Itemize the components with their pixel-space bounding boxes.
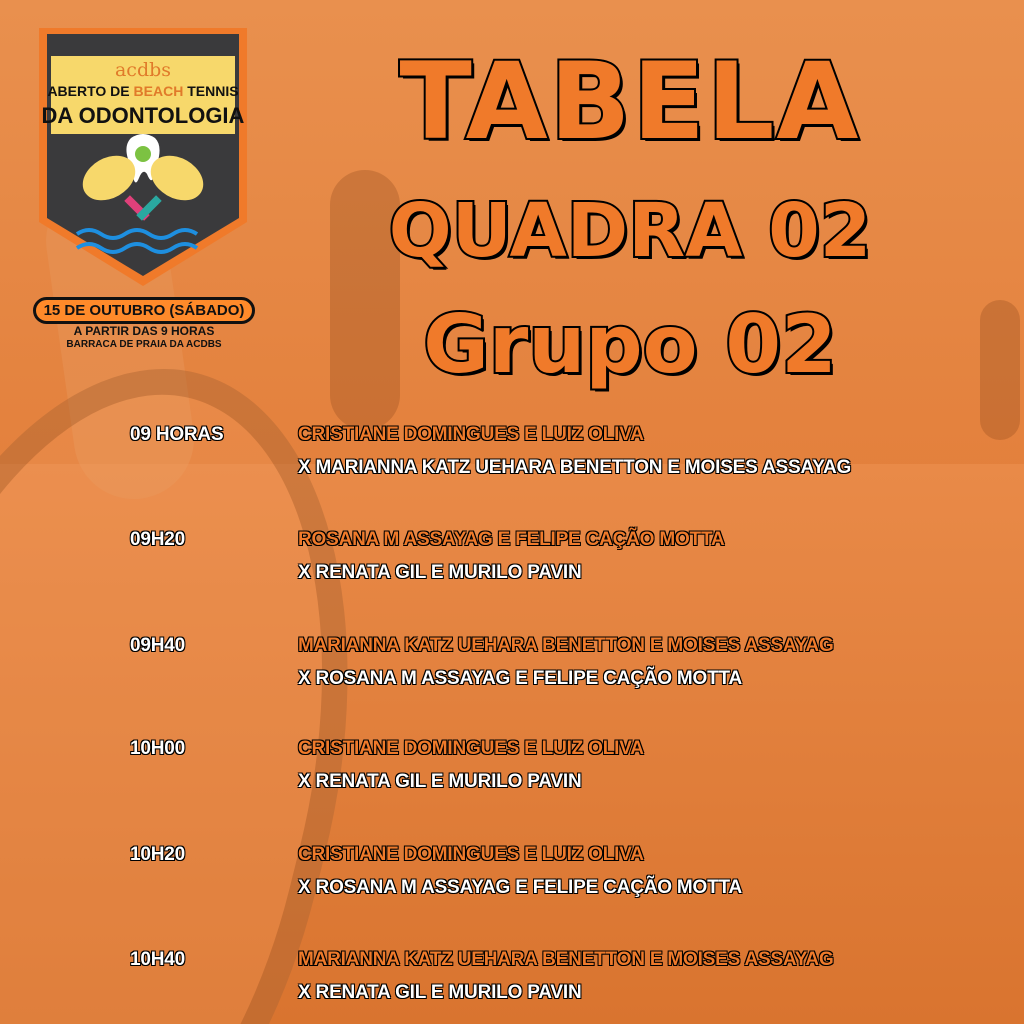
match-team1: CRISTIANE DOMINGUES E LUIZ OLIVA [298,738,644,759]
match-team2: X RENATA GIL E MURILO PAVIN [298,771,582,792]
match-row [0,635,1024,705]
badge-brand-text: acdbs [114,59,172,81]
match-row [0,424,1024,494]
badge-title-line1: ABERTO DE BEACH TENNIS [47,83,239,99]
match-team1: CRISTIANE DOMINGUES E LUIZ OLIVA [298,424,644,445]
event-start-time: A PARTIR DAS 9 HORAS [73,324,215,338]
match-row [0,949,1024,1019]
match-team2: X RENATA GIL E MURILO PAVIN [298,562,582,583]
event-logo-badge [37,26,249,288]
match-time: 10H00 [130,738,185,759]
title-quadra: QUADRA 02 [388,188,872,274]
match-time: 09H20 [130,529,185,550]
title-grupo: Grupo 02 [423,298,837,391]
match-time: 10H40 [130,949,185,970]
badge-title-line2: DA ODONTOLOGIA [41,103,245,128]
background-player-silhouette [980,300,1020,440]
match-team2: X ROSANA M ASSAYAG E FELIPE CAÇÃO MOTTA [298,877,743,898]
event-location: BARRACA DE PRAIA DA ACDBS [66,338,222,350]
match-time: 10H20 [130,844,185,865]
match-team2: X ROSANA M ASSAYAG E FELIPE CAÇÃO MOTTA [298,668,743,689]
event-date: 15 DE OUTUBRO (SÁBADO) [33,297,256,324]
match-time: 09 HORAS [130,424,224,445]
match-team1: ROSANA M ASSAYAG E FELIPE CAÇÃO MOTTA [298,529,725,550]
event-info [8,297,280,350]
match-row [0,738,1024,808]
match-team1: MARIANNA KATZ UEHARA BENETTON E MOISES ASSAYAG [298,949,834,970]
match-team1: CRISTIANE DOMINGUES E LUIZ OLIVA [298,844,644,865]
match-row [0,844,1024,914]
match-row [0,529,1024,599]
match-team1: MARIANNA KATZ UEHARA BENETTON E MOISES ASSAYAG [298,635,834,656]
match-team2: X RENATA GIL E MURILO PAVIN [298,982,582,1003]
title-tabela: TABELA [399,40,861,163]
match-team2: X MARIANNA KATZ UEHARA BENETTON E MOISES ASSAYAG [298,457,852,478]
match-time: 09H40 [130,635,185,656]
